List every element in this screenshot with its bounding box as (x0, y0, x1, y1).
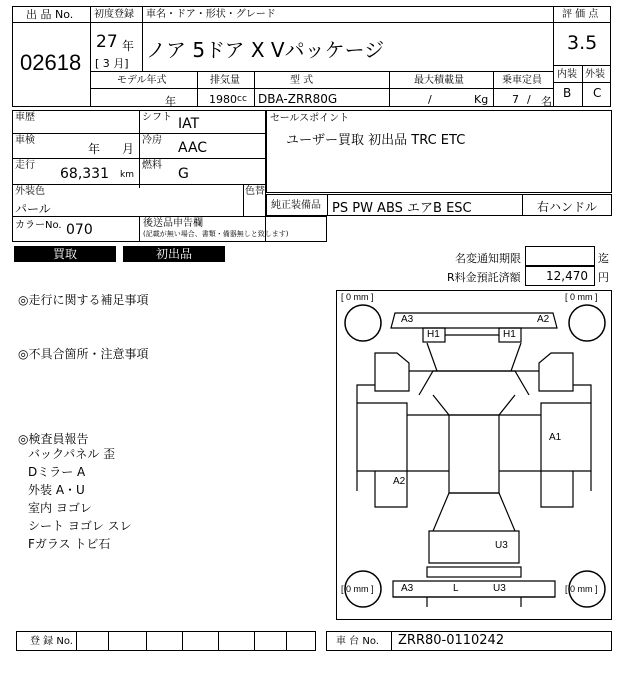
chassis-label: 車 台 No. (336, 636, 379, 647)
inspector-label: ◎検査員報告 (18, 432, 89, 446)
exterior-label: 外装 (585, 69, 605, 80)
post-docs-note: (記載が無い場合、書類・備器無しと致します) (143, 230, 289, 238)
inspector-line-6: Fガラス トビ石 (28, 537, 111, 551)
max-load-value: / (428, 93, 432, 106)
damage-front-a3: A3 (401, 314, 414, 325)
displacement-value: 1980 (209, 93, 237, 106)
capacity-value: 7 (512, 93, 519, 106)
damage-rear-u3: U3 (495, 540, 508, 551)
tire-front-left (345, 305, 381, 341)
first-reg-year: 27 (96, 32, 118, 52)
hood (427, 343, 521, 371)
registration-label: 登 録 No. (30, 636, 73, 647)
driving-notes-label: ◎走行に関する補足事項 (18, 293, 149, 307)
model-year-unit: 年 (165, 95, 176, 108)
damage-headlight-left: H1 (427, 329, 440, 340)
damage-front-a2: A2 (537, 314, 550, 325)
capacity-unit: 名 (541, 95, 552, 108)
sales-point-label: セールスポイント (270, 113, 350, 124)
defects-label: ◎不具合箇所・注意事項 (18, 347, 149, 361)
front-left-fender (375, 353, 409, 391)
lot-label: 出 品 No. (26, 8, 74, 21)
tire-pressure-fr: [ 0 mm ] (565, 292, 598, 302)
notice-label: 名変通知期限 (455, 252, 521, 265)
aircon-value: AAC (178, 140, 208, 156)
capacity-label: 乗車定員 (502, 75, 542, 86)
car-diagram (336, 290, 612, 620)
type-label: 型 式 (290, 75, 314, 86)
color-no-label: カラーNo. (15, 220, 62, 231)
windshield (419, 371, 529, 395)
inspector-line-1: バックパネル 歪 (28, 447, 116, 461)
damage-rear-bumper-a3: A3 (401, 583, 414, 594)
recycle-label: R料金預託済額 (447, 271, 521, 284)
cabin (449, 415, 499, 493)
fuel-label: 燃料 (142, 160, 162, 171)
inspector-line-5: シート ヨゴレ スレ (28, 519, 132, 533)
inspection-month: 月 (122, 142, 135, 156)
license-plate (427, 567, 521, 577)
first-reg-month: [ 3 月] (95, 57, 129, 70)
capacity-sep: / (527, 93, 531, 106)
exterior-grade: C (593, 86, 602, 100)
front-right-fender (539, 353, 573, 391)
fuel-value: G (178, 166, 189, 182)
color-label: 外装色 (15, 186, 45, 197)
kaitori-tag: 買取 (14, 246, 116, 262)
grade-label: 評 価 点 (562, 9, 599, 20)
notice-field (525, 246, 595, 266)
handle-value: 右ハンドル (537, 200, 598, 214)
interior-grade: B (563, 86, 572, 100)
max-load-unit: Kg (474, 93, 489, 106)
inspector-line-2: Dミラー A (28, 465, 86, 479)
max-load-label: 最大積載量 (414, 75, 464, 86)
recycle-value: 12,470 (546, 269, 588, 283)
front-bumper (391, 313, 557, 328)
car-outline-drawing (337, 291, 611, 619)
displacement-unit: cc (237, 94, 247, 104)
rear-bumper (393, 581, 555, 597)
shoshuppin-tag: 初出品 (123, 246, 225, 262)
model-year-label: モデル年式 (117, 75, 167, 86)
equipment-value: PS PW ABS エアB ESC (332, 201, 472, 216)
shift-label: シフト (142, 112, 172, 123)
lot-number: 02618 (20, 50, 82, 75)
rear-window (433, 493, 515, 531)
first-reg-year-unit: 年 (122, 39, 135, 53)
damage-rear-bumper-l: L (453, 583, 459, 594)
displacement-label: 排気量 (210, 75, 240, 86)
recycle-unit: 円 (598, 271, 609, 284)
car-name-label: 車名・ドア・形状・グレード (146, 9, 276, 20)
inspector-line-3: 外装 A・U (28, 483, 85, 497)
inspector-line-4: 室内 ヨゴレ (28, 501, 92, 515)
inspection-label: 車検 (15, 135, 35, 146)
mileage-unit: km (120, 170, 134, 180)
tire-front-right (569, 305, 605, 341)
grade-value: 3.5 (567, 32, 598, 54)
car-name: ノア 5ドア X Vパッケージ (146, 38, 385, 62)
color-change-label: 色替 (245, 186, 265, 197)
history-label: 車歴 (15, 112, 35, 123)
post-docs-label: 後送品申告欄 (143, 218, 203, 229)
tire-pressure-rl: [ 0 mm ] (341, 584, 374, 594)
damage-left-side-a2: A2 (393, 476, 406, 487)
mileage-value: 68,331 (60, 166, 109, 182)
tire-pressure-rr: [ 0 mm ] (565, 584, 598, 594)
color-value: パール (15, 202, 51, 216)
color-no-value: 070 (66, 222, 93, 238)
type-value: DBA-ZRR80G (258, 92, 338, 106)
interior-label: 内装 (557, 69, 577, 80)
mileage-label: 走行 (15, 160, 35, 171)
equipment-label: 純正装備品 (271, 200, 321, 211)
notice-unit: 迄 (598, 252, 609, 265)
left-side (357, 403, 407, 471)
chassis-value: ZRR80-0110242 (398, 633, 505, 648)
inspection-year: 年 (88, 142, 101, 156)
first-reg-label: 初度登録 (94, 9, 134, 20)
aircon-label: 冷房 (142, 135, 162, 146)
roof (433, 395, 515, 415)
shift-value: IAT (178, 116, 200, 132)
damage-rear-bumper-u3: U3 (493, 583, 506, 594)
sales-point-value: ユーザー買取 初出品 TRC ETC (286, 133, 466, 148)
damage-headlight-right: H1 (503, 329, 516, 340)
tire-pressure-fl: [ 0 mm ] (341, 292, 374, 302)
damage-right-side-a1: A1 (549, 432, 562, 443)
